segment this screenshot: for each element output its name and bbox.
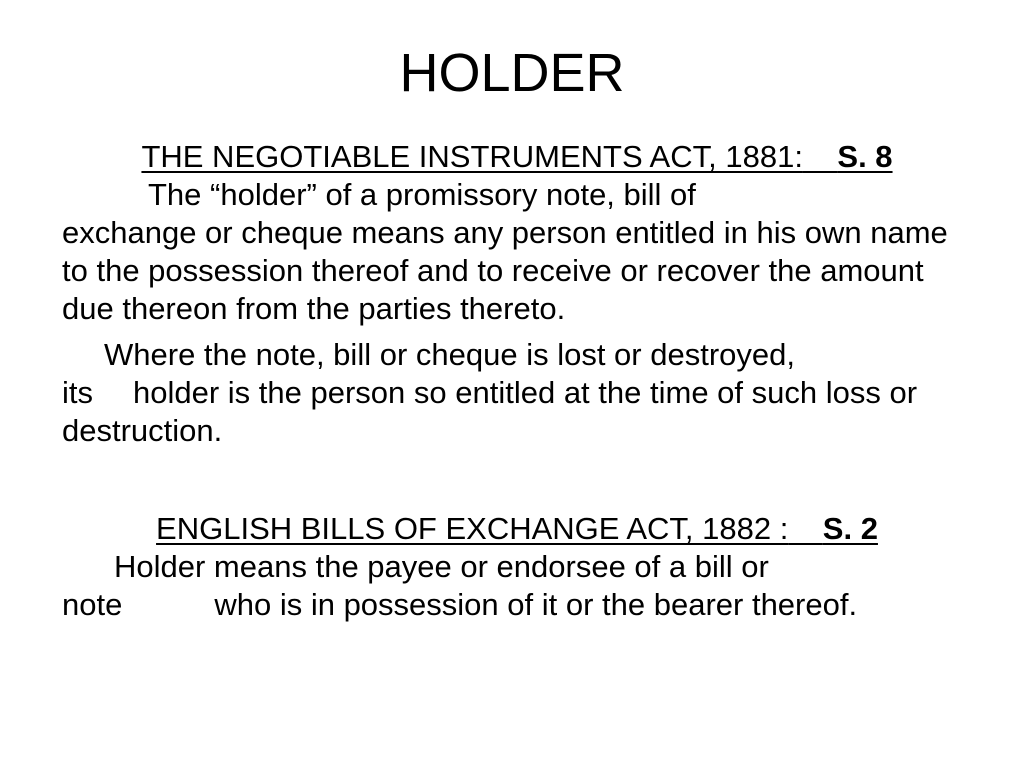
paragraph-text: holder is the person so entitled at the time of such loss or destruction. — [62, 375, 918, 448]
section-number: S. 8 — [837, 139, 893, 174]
holder-definition-paragraph — [62, 548, 972, 624]
paragraph-text: who is in possession of it or the bearer thereof. — [214, 587, 858, 622]
paragraph-first-line: The “holder” of a promissory note, bill of — [148, 177, 696, 212]
section-heading-act: ENGLISH BILLS OF EXCHANGE ACT, 1882 : S. 2 — [156, 511, 878, 546]
section-heading-boe — [62, 510, 972, 548]
loss-paragraph — [62, 336, 972, 450]
paragraph-first-line: Where the note, bill or cheque is lost or destroyed, — [104, 337, 795, 372]
slide-title: HOLDER — [399, 43, 625, 103]
definition-paragraph — [62, 176, 972, 328]
paragraph-word: note — [62, 587, 123, 622]
section-heading-nia — [62, 138, 972, 176]
section-number: S. 2 — [822, 511, 878, 546]
slide-body — [62, 138, 972, 624]
paragraph-word: its — [62, 375, 93, 410]
paragraph-first-line: Holder means the payee or endorsee of a bill or — [114, 549, 769, 584]
paragraph-text: exchange or cheque means any person entitled in his own name to the possession thereof and to receive or recover the amount due thereon from the parties thereto. — [62, 215, 948, 326]
section-heading-act: THE NEGOTIABLE INSTRUMENTS ACT, 1881: S. 8 — [141, 139, 893, 174]
